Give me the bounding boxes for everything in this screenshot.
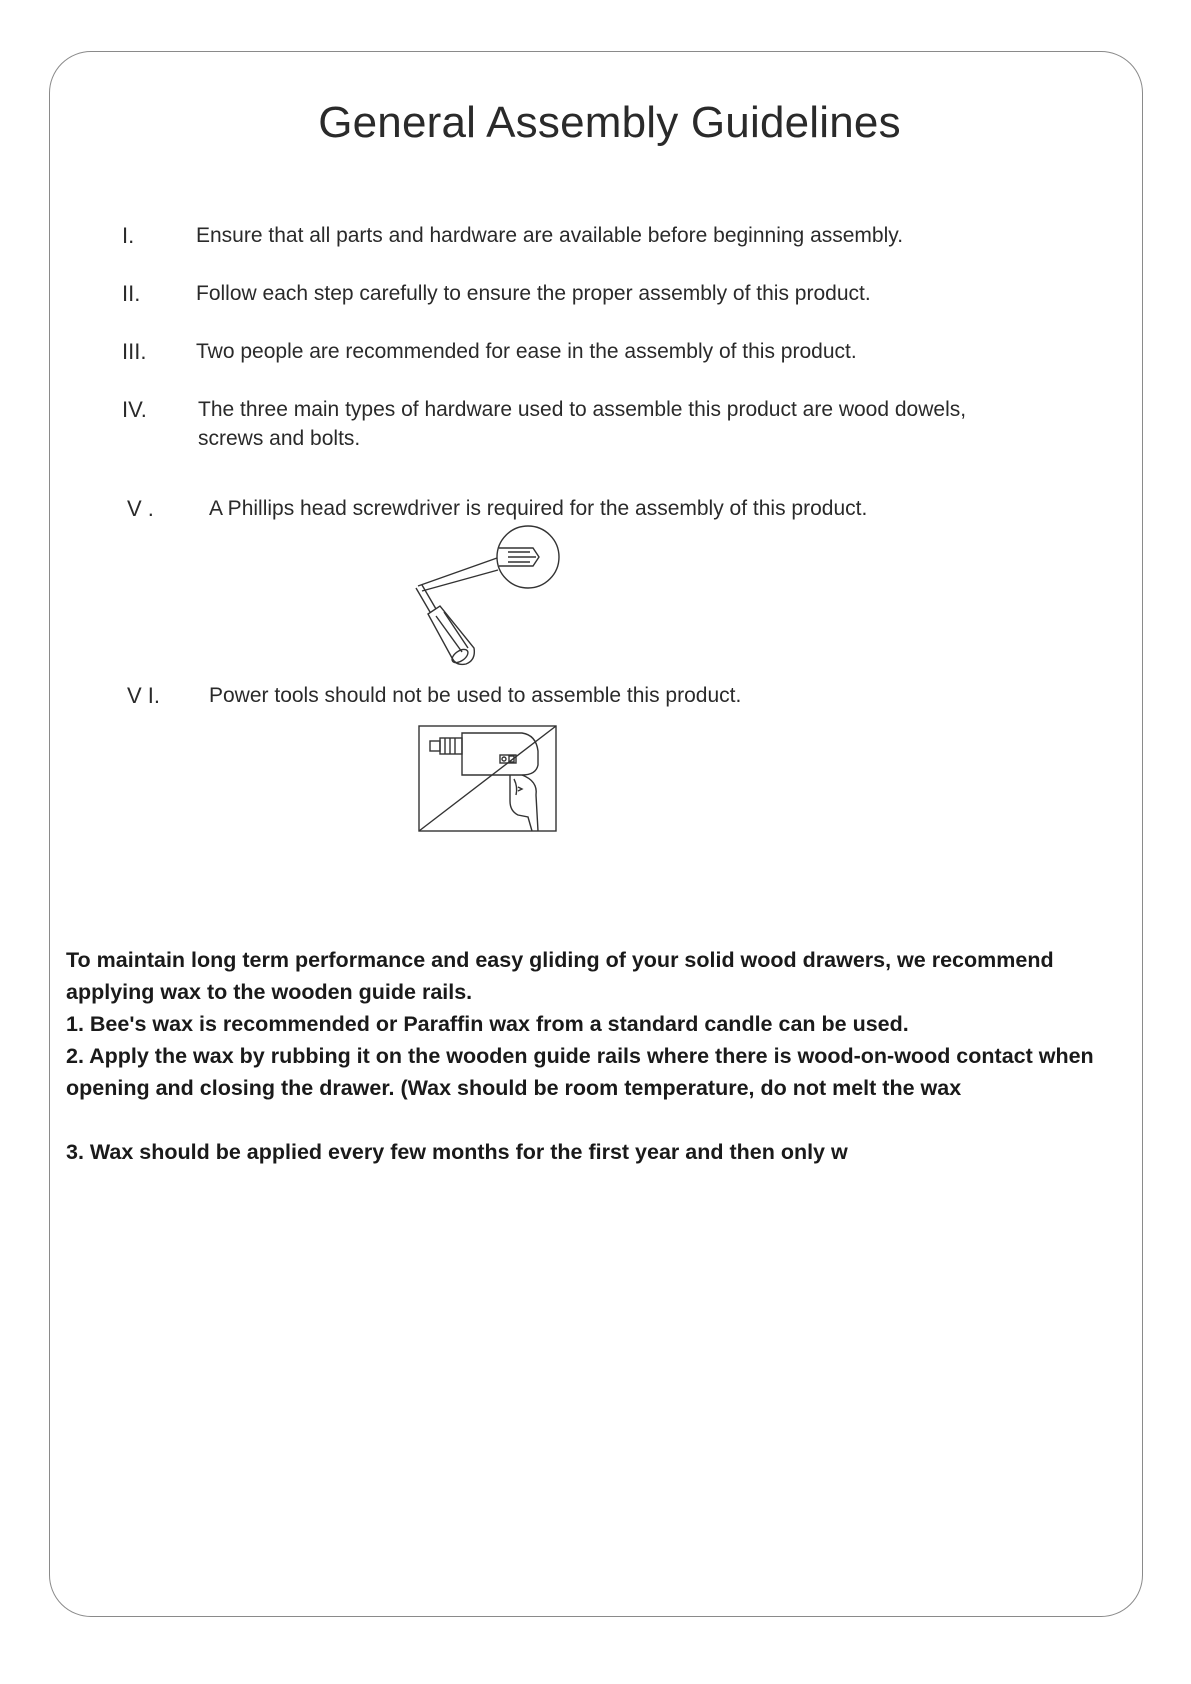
- guideline-text: Follow each step carefully to ensure the proper assembly of this product.: [196, 282, 871, 305]
- guideline-number: V .: [127, 496, 154, 521]
- guideline-text: Power tools should not be used to assemble this product.: [209, 684, 742, 707]
- guideline-text: Ensure that all parts and hardware are available before beginning assembly.: [196, 224, 904, 247]
- power-drill-prohibited-icon: [418, 725, 558, 833]
- wax-step-3: 3. Wax should be applied every few months for the first year and then only w: [66, 1140, 848, 1164]
- guideline-number: III.: [122, 339, 147, 364]
- phillips-screwdriver-icon: [410, 524, 570, 666]
- guideline-number: II.: [122, 281, 141, 306]
- guideline-number: V I.: [127, 683, 161, 708]
- wax-step-1: 1. Bee's wax is recommended or Paraffin wax from a standard candle can be used.: [66, 1012, 909, 1036]
- page-title: General Assembly Guidelines: [318, 98, 901, 147]
- wax-maintenance-notes: [66, 944, 1136, 1168]
- guideline-number: IV.: [122, 397, 147, 422]
- wax-step-2: 2. Apply the wax by rubbing it on the wooden guide rails where there is wood-on-wood contact when opening and closing the drawer. (Wax should be room temperature, do not melt the wax: [66, 1044, 1094, 1100]
- guideline-text: Two people are recommended for ease in the assembly of this product.: [196, 340, 857, 363]
- guideline-number: I.: [122, 223, 135, 248]
- guideline-text: The three main types of hardware used to assemble this product are wood dowels, screws and bolts.: [198, 398, 967, 450]
- guideline-text: A Phillips head screwdriver is required for the assembly of this product.: [209, 497, 868, 520]
- wax-intro: To maintain long term performance and easy gliding of your solid wood drawers, we recommend applying wax to the wooden guide rails.: [66, 948, 1054, 1004]
